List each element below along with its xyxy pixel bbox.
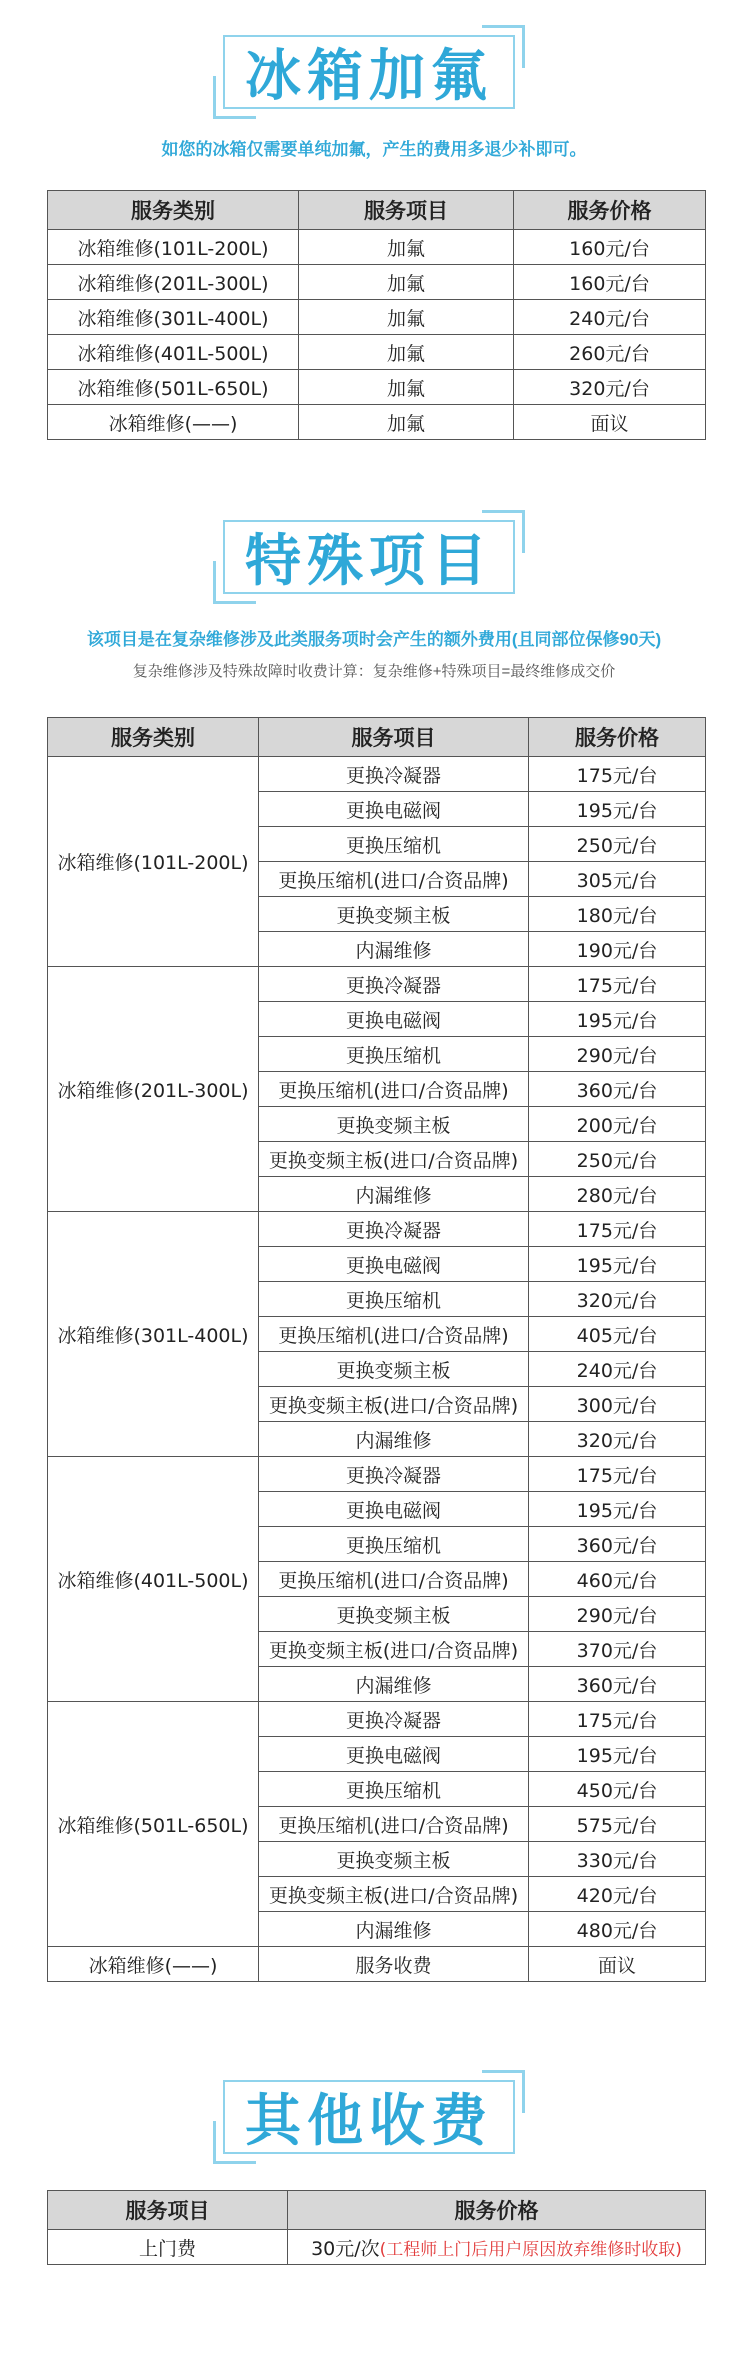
item-cell: 更换压缩机(进口/合资品牌) <box>259 1317 529 1352</box>
category-cell: 冰箱维修(201L-300L) <box>48 265 299 300</box>
item-cell: 更换变频主板 <box>259 1842 529 1877</box>
item-cell: 更换变频主板(进口/合资品牌) <box>259 1142 529 1177</box>
item-cell: 更换冷凝器 <box>259 1457 529 1492</box>
item-cell: 更换电磁阀 <box>259 1002 529 1037</box>
item-cell: 加氟 <box>299 265 514 300</box>
price-cell: 180元/台 <box>529 897 706 932</box>
item-cell: 更换压缩机 <box>259 1772 529 1807</box>
item-cell: 更换压缩机(进口/合资品牌) <box>259 862 529 897</box>
price-cell: 195元/台 <box>529 1002 706 1037</box>
item-cell: 更换冷凝器 <box>259 757 529 792</box>
item-cell: 更换变频主板 <box>259 1597 529 1632</box>
category-cell: 冰箱维修(301L-400L) <box>48 300 299 335</box>
table-row <box>48 967 706 1002</box>
table-row <box>48 265 706 300</box>
item-cell: 更换冷凝器 <box>259 967 529 1002</box>
price-cell: 160元/台 <box>514 230 706 265</box>
category-cell: 冰箱维修(301L-400L) <box>48 1212 259 1457</box>
section1-title-box <box>223 35 515 109</box>
section2-title-box <box>223 520 515 594</box>
section2-note: 复杂维修涉及特殊故障时收费计算：复杂维修+特殊项目=最终维修成交价 <box>132 663 616 680</box>
price-cell: 240元/台 <box>529 1352 706 1387</box>
item-cell: 更换压缩机(进口/合资品牌) <box>259 1072 529 1107</box>
price-cell: 330元/台 <box>529 1842 706 1877</box>
price-cell: 280元/台 <box>529 1177 706 1212</box>
header-price: 服务价格 <box>514 191 706 230</box>
price-cell: 360元/台 <box>529 1527 706 1562</box>
price-cell: 320元/台 <box>529 1282 706 1317</box>
item-cell: 加氟 <box>299 230 514 265</box>
price-cell: 420元/台 <box>529 1877 706 1912</box>
item-cell: 更换电磁阀 <box>259 792 529 827</box>
price-cell: 250元/台 <box>529 827 706 862</box>
title-corner-decoration <box>213 2121 256 2164</box>
price-cell: 290元/台 <box>529 1597 706 1632</box>
item-cell: 更换压缩机 <box>259 827 529 862</box>
table-row <box>48 1947 706 1982</box>
title-corner-decoration <box>482 510 525 553</box>
price-cell: 195元/台 <box>529 1247 706 1282</box>
table-row <box>48 1212 706 1247</box>
header-item: 服务项目 <box>299 191 514 230</box>
price-cell: 160元/台 <box>514 265 706 300</box>
item-cell: 内漏维修 <box>259 1667 529 1702</box>
item-cell: 更换电磁阀 <box>259 1492 529 1527</box>
price-cell: 370元/台 <box>529 1632 706 1667</box>
item-cell: 更换压缩机(进口/合资品牌) <box>259 1807 529 1842</box>
item-cell: 更换压缩机 <box>259 1527 529 1562</box>
price-cell: 195元/台 <box>529 1737 706 1772</box>
item-cell: 更换变频主板(进口/合资品牌) <box>259 1877 529 1912</box>
category-cell: 冰箱维修(501L-650L) <box>48 370 299 405</box>
item-cell: 更换冷凝器 <box>259 1702 529 1737</box>
price-cell: 175元/台 <box>529 1212 706 1247</box>
title-corner-decoration <box>213 561 256 604</box>
item-cell: 加氟 <box>299 335 514 370</box>
item-cell: 更换变频主板 <box>259 897 529 932</box>
price-cell: 195元/台 <box>529 1492 706 1527</box>
price-cell: 面议 <box>529 1947 706 1982</box>
price-cell: 175元/台 <box>529 1457 706 1492</box>
table-row <box>48 230 706 265</box>
section3-title-box <box>223 2080 515 2154</box>
price-cell: 360元/台 <box>529 1667 706 1702</box>
price-cell: 480元/台 <box>529 1912 706 1947</box>
section1-title: 冰箱加氟 <box>245 44 493 109</box>
price-cell: 300元/台 <box>529 1387 706 1422</box>
category-cell: 冰箱维修(——) <box>48 1947 259 1982</box>
price-cell: 190元/台 <box>529 932 706 967</box>
other-fees-table <box>47 2190 706 2265</box>
item-cell: 内漏维修 <box>259 1422 529 1457</box>
price-cell: 260元/台 <box>514 335 706 370</box>
item-cell: 内漏维修 <box>259 1177 529 1212</box>
item-cell: 更换冷凝器 <box>259 1212 529 1247</box>
price-cell: 290元/台 <box>529 1037 706 1072</box>
price-cell: 175元/台 <box>529 1702 706 1737</box>
item-cell: 更换电磁阀 <box>259 1247 529 1282</box>
table-row <box>48 405 706 440</box>
item-cell: 更换变频主板(进口/合资品牌) <box>259 1387 529 1422</box>
category-cell: 冰箱维修(——) <box>48 405 299 440</box>
price-cell: 175元/台 <box>529 967 706 1002</box>
header-category: 服务类别 <box>48 718 259 757</box>
category-cell: 冰箱维修(101L-200L) <box>48 230 299 265</box>
item-cell: 更换变频主板 <box>259 1352 529 1387</box>
header-category: 服务类别 <box>48 191 299 230</box>
table-row <box>48 335 706 370</box>
table-row <box>48 1457 706 1492</box>
price-cell: 面议 <box>514 405 706 440</box>
table-row <box>48 2230 706 2265</box>
price-cell: 405元/台 <box>529 1317 706 1352</box>
table-row <box>48 300 706 335</box>
table-header-row <box>48 191 706 230</box>
item-cell: 加氟 <box>299 370 514 405</box>
price-cell: 360元/台 <box>529 1072 706 1107</box>
category-cell: 冰箱维修(401L-500L) <box>48 1457 259 1702</box>
special-items-price-table <box>47 717 706 1982</box>
item-cell: 加氟 <box>299 405 514 440</box>
price-cell: 250元/台 <box>529 1142 706 1177</box>
section3-title: 其他收费 <box>245 2089 493 2154</box>
title-corner-decoration <box>213 76 256 119</box>
price-note: (工程师上门后用户原因放弃维修时收取) <box>379 2239 682 2260</box>
item-cell: 更换压缩机 <box>259 1037 529 1072</box>
price-value: 30元/次 <box>311 2237 380 2260</box>
section2-subtitle: 该项目是在复杂维修涉及此类服务项时会产生的额外费用(且同部位保修90天) <box>86 630 662 649</box>
price-cell: 320元/台 <box>529 1422 706 1457</box>
price-cell: 200元/台 <box>529 1107 706 1142</box>
item-cell: 服务收费 <box>259 1947 529 1982</box>
price-cell: 175元/台 <box>529 757 706 792</box>
title-corner-decoration <box>482 2070 525 2113</box>
section1-subtitle: 如您的冰箱仅需要单纯加氟，产生的费用多退少补即可。 <box>161 140 587 159</box>
category-cell: 冰箱维修(401L-500L) <box>48 335 299 370</box>
price-cell: 195元/台 <box>529 792 706 827</box>
table-row <box>48 757 706 792</box>
section2-title: 特殊项目 <box>245 529 493 594</box>
price-cell: 305元/台 <box>529 862 706 897</box>
category-cell: 冰箱维修(501L-650L) <box>48 1702 259 1947</box>
price-cell: 575元/台 <box>529 1807 706 1842</box>
item-cell: 内漏维修 <box>259 1912 529 1947</box>
category-cell: 冰箱维修(201L-300L) <box>48 967 259 1212</box>
table-header-row <box>48 718 706 757</box>
item-cell: 更换变频主板 <box>259 1107 529 1142</box>
item-cell: 更换压缩机(进口/合资品牌) <box>259 1562 529 1597</box>
price-cell: 460元/台 <box>529 1562 706 1597</box>
table-row <box>48 1702 706 1737</box>
price-cell: 240元/台 <box>514 300 706 335</box>
header-item: 服务项目 <box>259 718 529 757</box>
table-row <box>48 370 706 405</box>
item-cell: 上门费 <box>48 2230 288 2265</box>
price-cell: 320元/台 <box>514 370 706 405</box>
header-price: 服务价格 <box>288 2191 706 2230</box>
price-cell: 450元/台 <box>529 1772 706 1807</box>
price-cell <box>288 2230 706 2265</box>
item-cell: 更换压缩机 <box>259 1282 529 1317</box>
header-price: 服务价格 <box>529 718 706 757</box>
category-cell: 冰箱维修(101L-200L) <box>48 757 259 967</box>
refrigerant-price-table <box>47 190 706 440</box>
title-corner-decoration <box>482 25 525 68</box>
item-cell: 更换变频主板(进口/合资品牌) <box>259 1632 529 1667</box>
item-cell: 加氟 <box>299 300 514 335</box>
header-item: 服务项目 <box>48 2191 288 2230</box>
table-header-row <box>48 2191 706 2230</box>
item-cell: 内漏维修 <box>259 932 529 967</box>
item-cell: 更换电磁阀 <box>259 1737 529 1772</box>
